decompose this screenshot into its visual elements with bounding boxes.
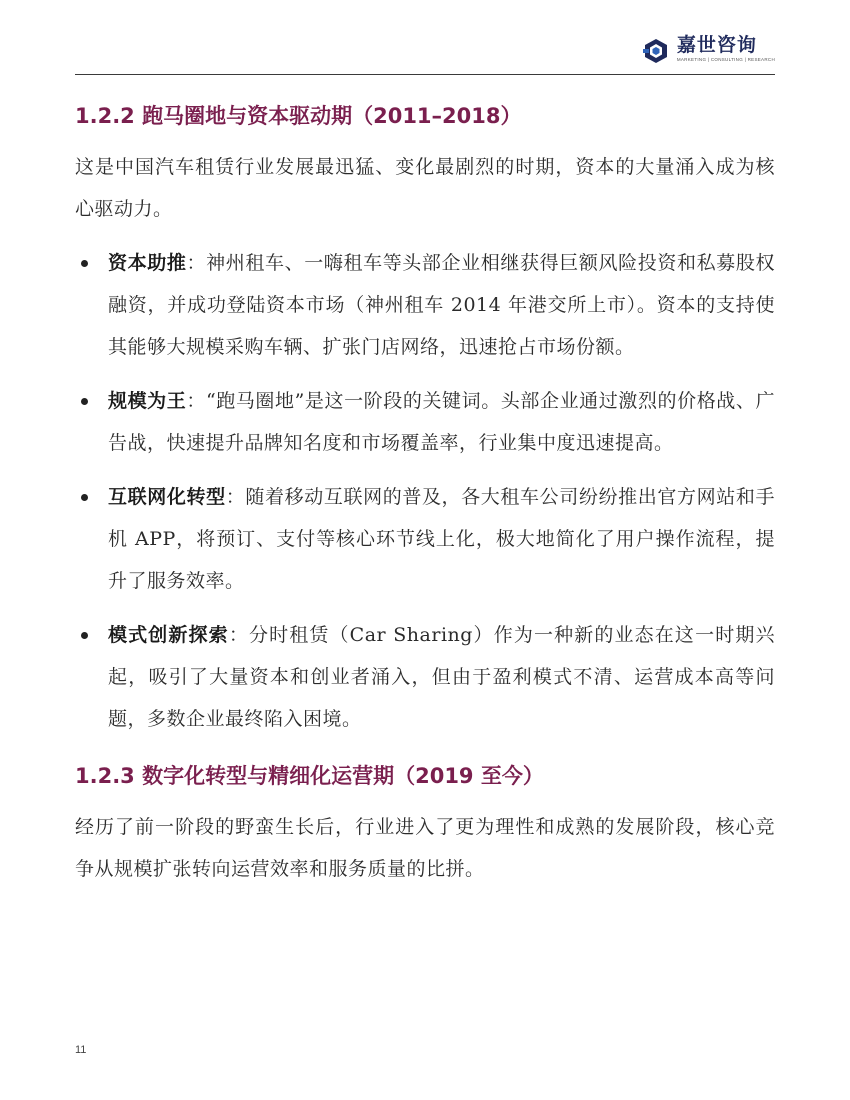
- company-logo: [643, 34, 775, 70]
- bullet-term: 互联网化转型: [108, 486, 226, 508]
- logo-tagline: MARKETING | CONSULTING | RESEARCH: [676, 57, 775, 62]
- page-header: [75, 28, 775, 75]
- bullet-dot-icon: [81, 632, 88, 639]
- section-heading-1-2-3: 1.2.3 数字化转型与精细化运营期（2019 至今）: [75, 764, 544, 788]
- bullet-text: ：神州租车、一嗨租车等头部企业相继获得巨额风险投资和私募股权融资，并成功登陆资本市场（神州租车 2014 年港交所上市）。资本的支持使其能够大规模采购车辆、扩张门店网络，迅速抢占市场份额。: [108, 252, 775, 358]
- section-intro-paragraph: 经历了前一阶段的野蛮生长后，行业进入了更为理性和成熟的发展阶段，核心竞争从规模扩张转向运营效率和服务质量的比拼。: [75, 816, 775, 880]
- bullet-item-capital: [75, 242, 775, 368]
- bullet-text: ：“跑马圈地”是这一阶段的关键词。头部企业通过激烈的价格战、广告战，快速提升品牌知名度和市场覆盖率，行业集中度迅速提高。: [108, 390, 775, 454]
- bullet-term: 规模为王: [108, 390, 187, 412]
- bullet-text: ：随着移动互联网的普及，各大租车公司纷纷推出官方网站和手机 APP，将预订、支付等核心环节线上化，极大地简化了用户操作流程，提升了服务效率。: [108, 486, 775, 592]
- bullet-item-scale: [75, 380, 775, 464]
- logo-name: 嘉世咨询: [676, 34, 757, 56]
- bullet-item-internet: [75, 476, 775, 602]
- section-intro-paragraph: 这是中国汽车租赁行业发展最迅猛、变化最剧烈的时期，资本的大量涌入成为核心驱动力。: [75, 156, 775, 220]
- bullet-text: ：分时租赁（Car Sharing）作为一种新的业态在这一时期兴起，吸引了大量资本和创业者涌入，但由于盈利模式不清、运营成本高等问题，多数企业最终陷入困境。: [108, 624, 775, 730]
- bullet-term: 资本助推: [108, 252, 187, 274]
- section-heading-1-2-2: 1.2.2 跑马圈地与资本驱动期（2011–2018）: [75, 104, 522, 128]
- bullet-item-innovation: [75, 614, 775, 740]
- bullet-dot-icon: [81, 494, 88, 501]
- page-content: [75, 96, 775, 890]
- bullet-term: 模式创新探索: [108, 624, 229, 646]
- bullet-dot-icon: [81, 260, 88, 267]
- bullet-dot-icon: [81, 398, 88, 405]
- logo-mark-icon: [643, 38, 669, 64]
- page-number: 11: [75, 1044, 87, 1056]
- bullet-list: [75, 242, 775, 740]
